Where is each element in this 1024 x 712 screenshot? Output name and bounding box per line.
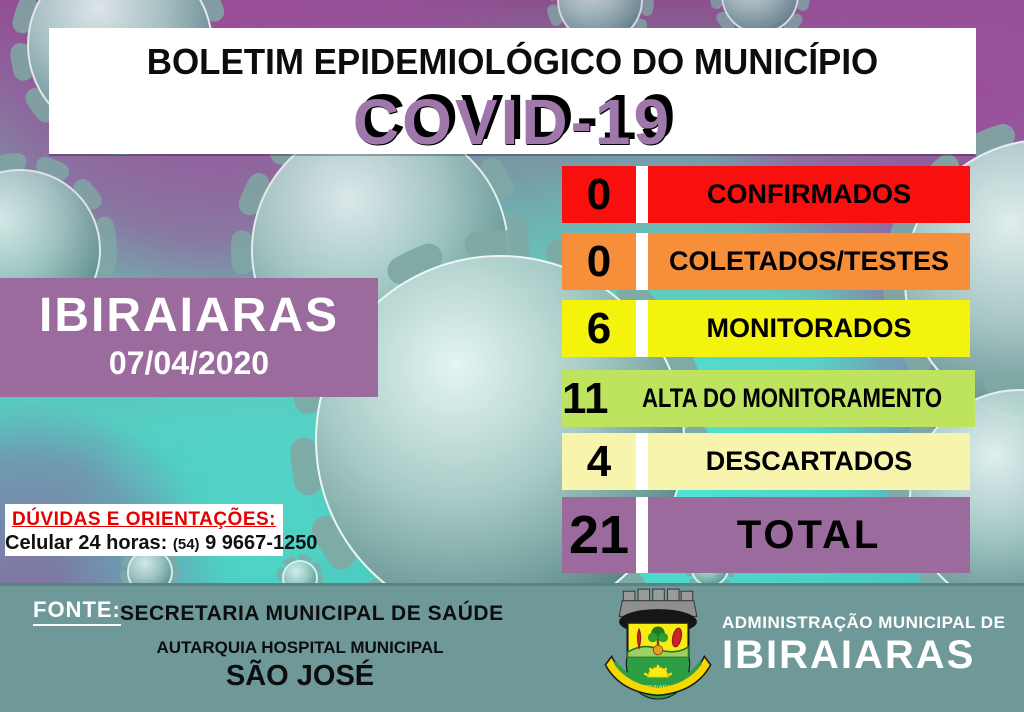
- stat-divider: [636, 300, 648, 357]
- stat-row: [562, 370, 970, 427]
- source-secretaria: SECRETARIA MUNICIPAL DE SAÚDE: [120, 602, 504, 625]
- source-hospital: [120, 638, 480, 693]
- contact-heading: DÚVIDAS E ORIENTAÇÕES:: [11, 509, 276, 530]
- hospital-line2: SÃO JOSÉ: [225, 660, 375, 692]
- stat-label: DESCARTADOS: [648, 433, 970, 490]
- stat-row: [562, 497, 970, 573]
- stat-label: CONFIRMADOS: [648, 166, 970, 223]
- title-banner: [49, 28, 976, 158]
- contact-phone-number: 9 9667-1250: [205, 532, 318, 554]
- stat-value: 0: [562, 233, 636, 290]
- stat-label: TOTAL: [648, 497, 970, 573]
- source-label: FONTE:: [33, 597, 121, 626]
- stat-divider: [636, 497, 648, 573]
- contact-phone-prefix: Celular 24 horas:: [5, 532, 168, 554]
- stat-row: [562, 233, 970, 290]
- stat-value: 0: [562, 166, 636, 223]
- stat-divider: [636, 233, 648, 290]
- footer-bar: [0, 583, 1024, 712]
- stat-value: 21: [562, 497, 636, 573]
- contact-box: [5, 504, 318, 556]
- bulletin-date: 07/04/2020: [108, 345, 270, 381]
- stat-value: 6: [562, 300, 636, 357]
- hospital-line1: AUTARQUIA HOSPITAL MUNICIPAL: [156, 638, 444, 657]
- location-box: [0, 278, 378, 397]
- stat-row: [562, 300, 970, 357]
- ibiraiaras-coat-of-arms-icon: [604, 587, 712, 709]
- stat-label: COLETADOS/TESTES: [648, 233, 970, 290]
- contact-area-code: (54): [172, 536, 200, 553]
- stat-row: [562, 166, 970, 223]
- stat-divider: [636, 166, 648, 223]
- municipality-name: IBIRAIARAS: [38, 289, 339, 342]
- administration-block: [722, 613, 1005, 678]
- stat-row: [562, 433, 970, 490]
- administration-line1: ADMINISTRAÇÃO MUNICIPAL DE: [722, 613, 1006, 632]
- contact-phone: [5, 532, 318, 555]
- stat-label: ALTA DO MONITORAMENTO: [609, 370, 975, 427]
- stat-value: 11: [562, 370, 609, 427]
- administration-line2: IBIRAIARAS: [722, 633, 976, 677]
- stat-value: 4: [562, 433, 636, 490]
- crest-ribbon-text: IBIRAIARAS: [641, 685, 675, 692]
- stat-label: MONITORADOS: [648, 300, 970, 357]
- stat-divider: [636, 433, 648, 490]
- covid19-title: COVID-19: [352, 86, 673, 158]
- bulletin-title: BOLETIM EPIDEMIOLÓGICO DO MUNICÍPIO: [146, 41, 879, 82]
